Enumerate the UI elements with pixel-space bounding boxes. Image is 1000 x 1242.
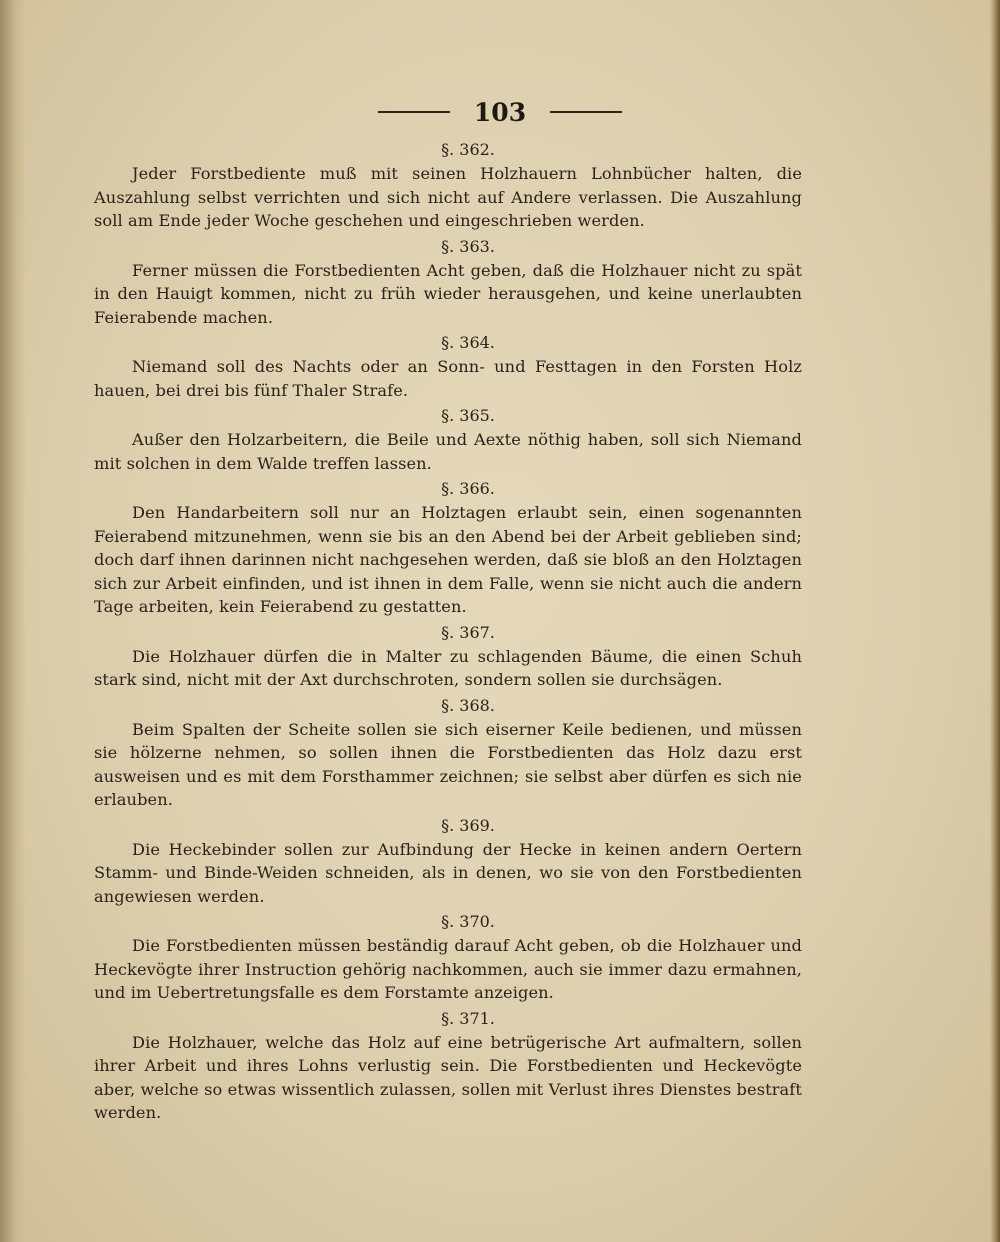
header-rule-left [378,111,450,113]
section-text: Die Holzhauer, welche das Holz auf eine betrügerische Art aufmaltern, sollen ihrer Arbeit und ihres Lohns verlustig sein. Die Forstbedienten und Heckevögte aber, welche so etwas wissentlich zulassen, sollen mit Verlust ihres Dienstes bestraft werden. [94,1032,802,1122]
section-367 [94,621,802,692]
page-edge-left [0,0,26,1242]
section-number: §. 371. [441,1008,495,1028]
section-369 [94,814,802,909]
section-366 [94,477,802,619]
page-header [0,92,1000,132]
section-371 [94,1007,802,1125]
page-content [94,138,802,1125]
section-text: Die Holzhauer dürfen die in Malter zu schlagenden Bäume, die einen Schuh stark sind, nicht mit der Axt durchschroten, sondern sollen sie durchsägen. [94,646,802,689]
section-number: §. 365. [441,406,495,425]
section-text: Außer den Holzarbeitern, die Beile und Aexte nöthig haben, soll sich Niemand mit solchen in dem Walde treffen lassen. [94,430,802,473]
section-number: §. 370. [441,912,495,931]
section-365 [94,404,802,475]
section-number: §. 367. [441,622,495,642]
section-363 [94,235,802,330]
section-text: Jeder Forstbediente muß mit seinen Holzhauern Lohnbücher halten, die Auszahlung selbst verrichten und sich nicht auf Andere verlassen. Die Auszahlung soll am Ende jeder Woche geschehen und eingeschrieben werden. [94,164,802,230]
section-364 [94,331,802,402]
page-number: 103 [473,97,527,127]
page-edge-right [990,0,1000,1242]
section-number: §. 368. [441,695,495,715]
section-text: Den Handarbeitern soll nur an Holztagen erlaubt sein, einen sogenannten Feierabend mitzunehmen, wenn sie bis an den Abend bei der Arbeit geblieben sind; doch darf ihnen darinnen nicht nachgesehen werden, daß sie bloß an den Holztagen sich zur Arbeit einfinden, und ist ihnen in dem Falle, wenn sie nicht auch die andern Tage arbeiten, kein Feierabend zu gestatten. [94,503,802,616]
section-368 [94,694,802,812]
section-text: Die Forstbedienten müssen beständig darauf Acht geben, ob die Holzhauer und Heckevögte ihrer Instruction gehörig nachkommen, auch sie immer dazu ermahnen, und im Uebertretungsfalle es dem Forstamte anzeigen. [94,936,802,1002]
section-362 [94,138,802,233]
section-370 [94,910,802,1005]
section-text: Ferner müssen die Forstbedienten Acht geben, daß die Holzhauer nicht zu spät in den Hauigt kommen, nicht zu früh wieder herausgehen, und keine unerlaubten Feierabende machen. [94,260,802,327]
section-text: Die Heckebinder sollen zur Aufbindung der Hecke in keinen andern Oertern Stamm- und Binde-Weiden schneiden, als in denen, wo sie von den Forstbedienten angewiesen werden. [94,839,802,906]
section-number: §. 362. [441,140,495,159]
section-number: §. 364. [441,333,495,352]
section-text: Niemand soll des Nachts oder an Sonn- und Festtagen in den Forsten Holz hauen, bei drei bis fünf Thaler Strafe. [94,357,802,400]
header-rule-right [550,111,622,113]
section-text: Beim Spalten der Scheite sollen sie sich eiserner Keile bedienen, und müssen sie hölzerne nehmen, so sollen ihnen die Forstbedienten das Holz dazu erst ausweisen und es mit dem Forsthammer zeichnen; sie selbst aber dürfen es sich nie erlauben. [94,719,802,809]
section-number: §. 369. [441,815,495,835]
section-number: §. 366. [441,479,495,498]
section-number: §. 363. [441,236,495,256]
